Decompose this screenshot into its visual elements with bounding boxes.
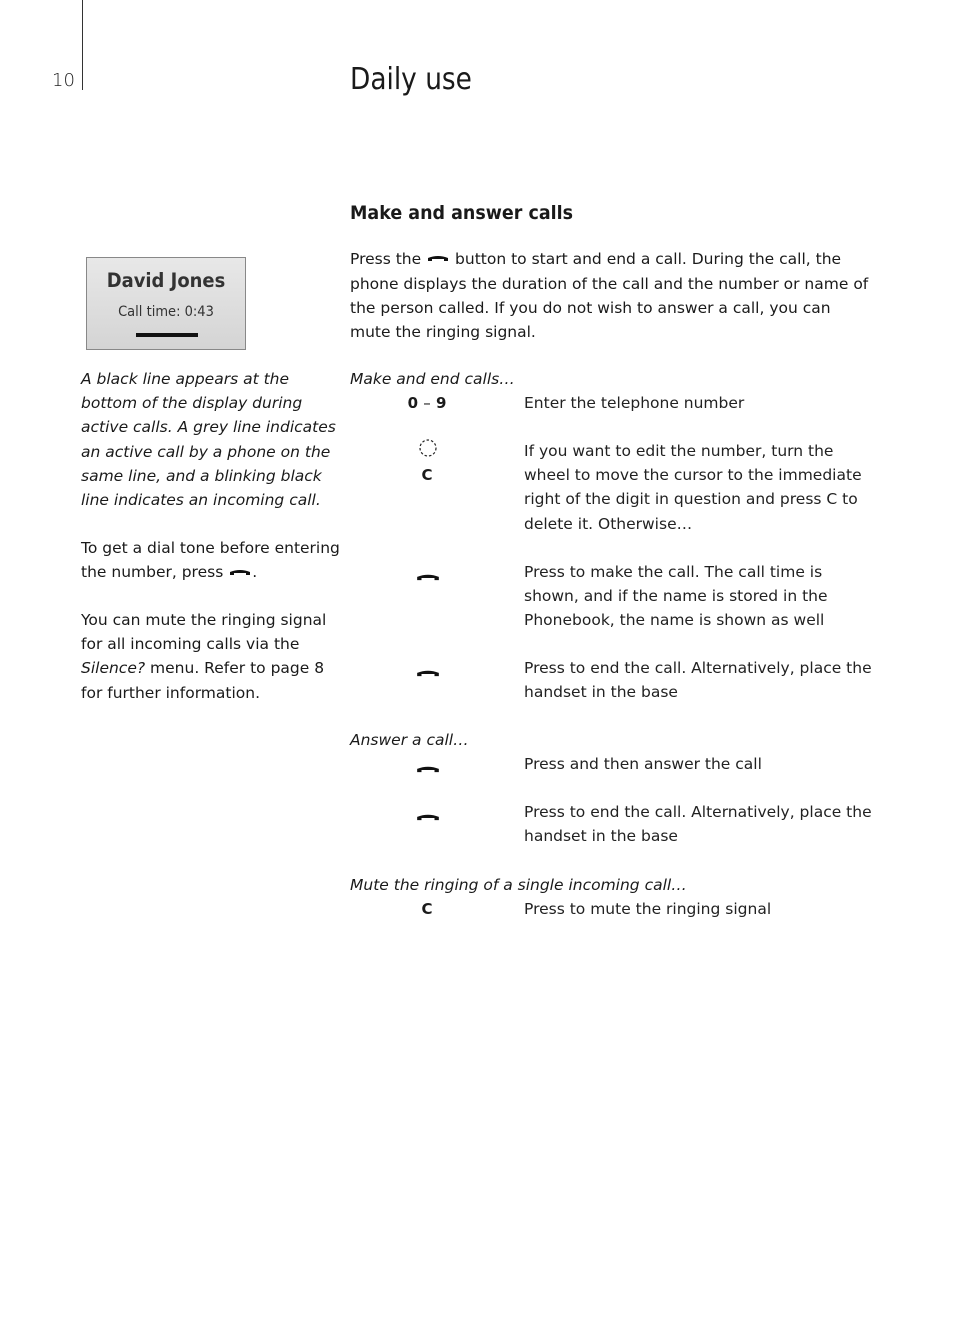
intro-text-before: Press the [350,250,422,268]
section-heading: Make and answer calls [350,202,574,224]
key-digit-start: 0 [407,394,419,412]
make-step-place-call: Press to make the call. The call time is shown, and if the name is stored in the Phonebook, the name is shown as well [524,563,828,630]
make-step-edit-number: If you want to edit the number, turn the wheel to move the cursor to the immediate right of the digit in question and press C to delete it. Otherwise… [524,442,862,533]
make-calls-subheading: Make and end calls… [350,370,515,388]
phone-handset-icon [415,569,441,588]
active-call-line [136,333,198,337]
display-caption: A black line appears at the bottom of the display during active calls. A grey line indicates an active call by a phone on the same line, and a blinking black line indicates an incoming call. [81,370,336,510]
key-range-separator: – [423,394,431,412]
page-title: Daily use [350,62,472,97]
phone-display [86,257,246,350]
page-number: 10 [52,70,75,91]
make-step-end-call: Press to end the call. Alternatively, place the handset in the base [524,659,872,702]
wheel-icon [418,438,438,462]
key-c: C [421,466,433,484]
silence-menu-name: Silence? [81,659,146,678]
phone-handset-icon [426,247,450,271]
intro-paragraph [350,247,875,344]
key-digits [350,391,504,415]
margin-rule [82,0,83,90]
mute-text-before: You can mute the ringing signal for all incoming calls via the [81,611,327,654]
mute-note [81,608,341,705]
phone-handset-icon [415,665,441,684]
display-caller-name: David Jones [106,269,226,292]
dial-tone-text: To get a dial tone before entering the number, press [81,539,340,582]
dial-tone-end: . [252,563,258,582]
mute-text-after: menu. Refer to page 8 for further information. [81,659,325,702]
answer-call-subheading: Answer a call… [350,731,469,749]
phone-handset-icon [415,761,441,780]
answer-step-answer: Press and then answer the call [524,755,762,773]
phone-handset-icon [415,809,441,828]
display-call-time: Call time: 0:43 [118,304,214,320]
key-c: C [421,900,433,918]
intro-text-after: button to start and end a call. During the call, the phone displays the duration of the call and the number or name of the person called. If you do not wish to answer a call, you can mute the ringing signal. [350,250,869,341]
mute-call-subheading: Mute the ringing of a single incoming call… [350,876,687,894]
answer-step-end-call: Press to end the call. Alternatively, place the handset in the base [524,803,872,846]
phone-handset-icon [228,561,252,585]
key-digit-end: 9 [435,394,447,412]
make-step-enter-number: Enter the telephone number [524,394,745,412]
dial-tone-note [81,536,341,585]
mute-step: Press to mute the ringing signal [524,900,772,918]
